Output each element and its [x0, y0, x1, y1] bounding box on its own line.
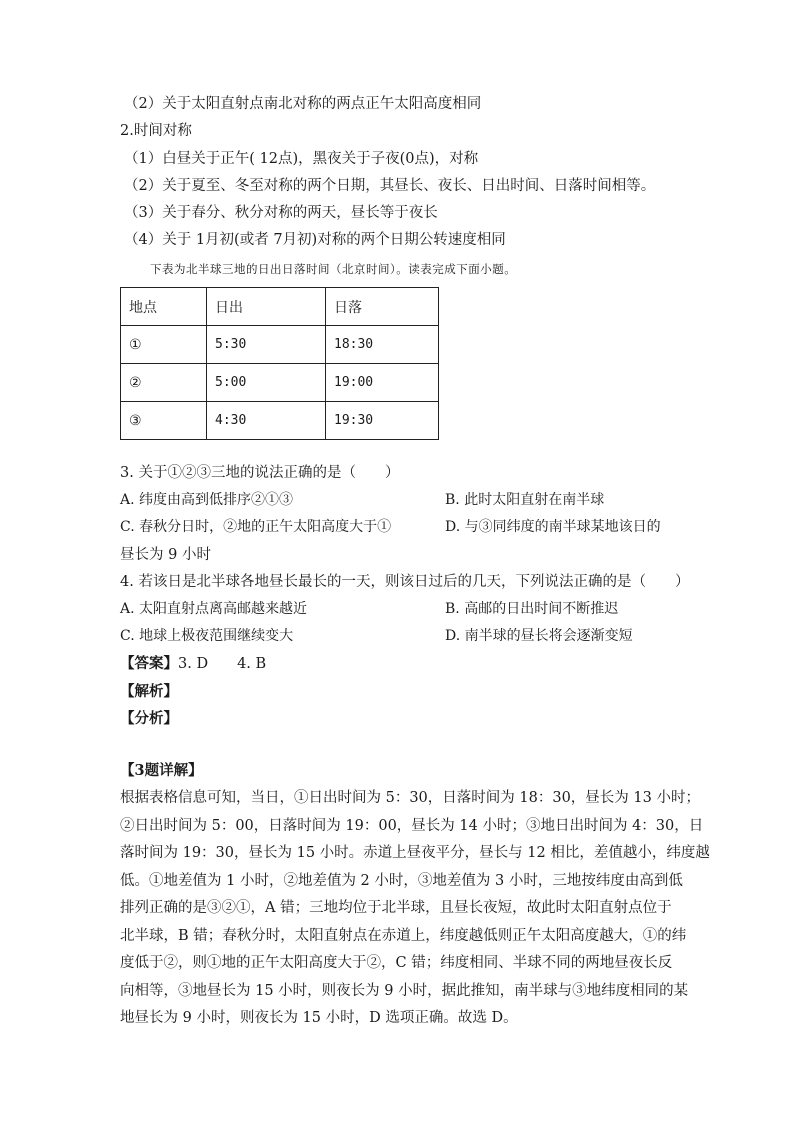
- question-4-option-a: A. 太阳直射点离高邮越来越近: [120, 601, 308, 617]
- answer-line: [120, 654, 266, 674]
- detail-line: 低。①地差值为 1 小时，②地差值为 2 小时，③地差值为 3 小时，三地按纬度由高到低: [120, 873, 683, 889]
- detail-line: 落时间为 19：30，昼长为 15 小时。赤道上昼夜平分，昼长与 12 相比，差值越小，纬度越: [120, 845, 710, 861]
- table-row: [121, 402, 439, 440]
- table-cell-place: ①: [121, 326, 207, 364]
- detail-title: 【3题详解】: [120, 762, 203, 779]
- question-3-option-d: D. 与③同纬度的南半球某地该日的: [445, 519, 661, 535]
- sunrise-sunset-table: [120, 287, 439, 440]
- time-rule-2: （2）关于夏至、冬至对称的两个日期，其昼长、夜长、日出时间、日落时间相等。: [124, 178, 656, 194]
- question-3-option-b: B. 此时太阳直射在南半球: [445, 492, 605, 508]
- question-4-stem: 4. 若该日是北半球各地昼长最长的一天，则该日过后的几天，下列说法正确的是（ ）: [120, 574, 690, 590]
- table-instruction: 下表为北半球三地的日出日落时间（北京时间）。读表完成下面小题。: [150, 262, 517, 276]
- detail-line: 北半球，B 错；春秋分时，太阳直射点在赤道上，纬度越低则正午太阳高度越大，①的纬: [120, 928, 687, 944]
- table-header-cell: 日落: [326, 288, 439, 326]
- question-3-option-a: A. 纬度由高到低排序②①③: [120, 492, 294, 508]
- detail-line: 度低于②，则①地的正午太阳高度大于②，C 错；纬度相同、半球不同的两地昼夜长反: [120, 955, 673, 971]
- question-4-option-d: D. 南半球的昼长将会逐渐变短: [445, 628, 633, 644]
- table-cell-sunset: 19:30: [326, 402, 439, 440]
- detail-line: 排列正确的是③②①，A 错；三地均位于北半球，且昼长夜短，故此时太阳直射点位于: [120, 900, 672, 916]
- section-title-time-symmetry: 2.时间对称: [120, 123, 192, 139]
- detail-line: 地昼长为 9 小时，则夜长为 15 小时，D 选项正确。故选 D。: [120, 1010, 518, 1026]
- question-4-option-b: B. 高邮的日出时间不断推迟: [445, 601, 619, 617]
- analysis-label: 【解析】: [120, 683, 178, 700]
- table-cell-sunrise: 5:00: [207, 364, 326, 402]
- detail-line: 根据表格信息可知，当日，①日出时间为 5：30，日落时间为 18：30，昼长为 13 小时；: [120, 790, 700, 806]
- table-cell-sunset: 19:00: [326, 364, 439, 402]
- question-3-option-c: C. 春秋分日时，②地的正午太阳高度大于①: [120, 519, 392, 535]
- rule-line-2: （2）关于太阳直射点南北对称的两点正午太阳高度相同: [124, 96, 482, 112]
- time-rule-4: （4）关于 1月初(或者 7月初)对称的两个日期公转速度相同: [124, 232, 506, 248]
- question-3-stem: 3. 关于①②③三地的说法正确的是（ ）: [120, 465, 400, 481]
- answer-value: 3. D 4. B: [178, 656, 267, 672]
- table-row: [121, 326, 439, 364]
- table-cell-sunrise: 4:30: [207, 402, 326, 440]
- detail-line: 向相等，③地昼长为 15 小时，则夜长为 9 小时，据此推知，南半球与③地纬度相同的某: [120, 983, 689, 999]
- time-rule-3: （3）关于春分、秋分对称的两天，昼长等于夜长: [124, 205, 438, 221]
- table-cell-place: ③: [121, 402, 207, 440]
- table-cell-place: ②: [121, 364, 207, 402]
- table-header-cell: 日出: [207, 288, 326, 326]
- table-cell-sunrise: 5:30: [207, 326, 326, 364]
- detail-line: ②日出时间为 5：00，日落时间为 19：00，昼长为 14 小时；③地日出时间为 4：30，日: [120, 818, 704, 834]
- table-row: [121, 364, 439, 402]
- question-3-option-d-continued: 昼长为 9 小时: [120, 547, 211, 563]
- table-cell-sunset: 18:30: [326, 326, 439, 364]
- fenxi-label: 【分析】: [120, 710, 178, 727]
- time-rule-1: （1）白昼关于正午( 12点)，黑夜关于子夜(0点)，对称: [124, 151, 479, 167]
- table-header-cell: 地点: [121, 288, 207, 326]
- answer-label: 【答案】: [120, 655, 178, 672]
- question-4-option-c: C. 地球上极夜范围继续变大: [120, 628, 294, 644]
- table-header-row: [121, 288, 439, 326]
